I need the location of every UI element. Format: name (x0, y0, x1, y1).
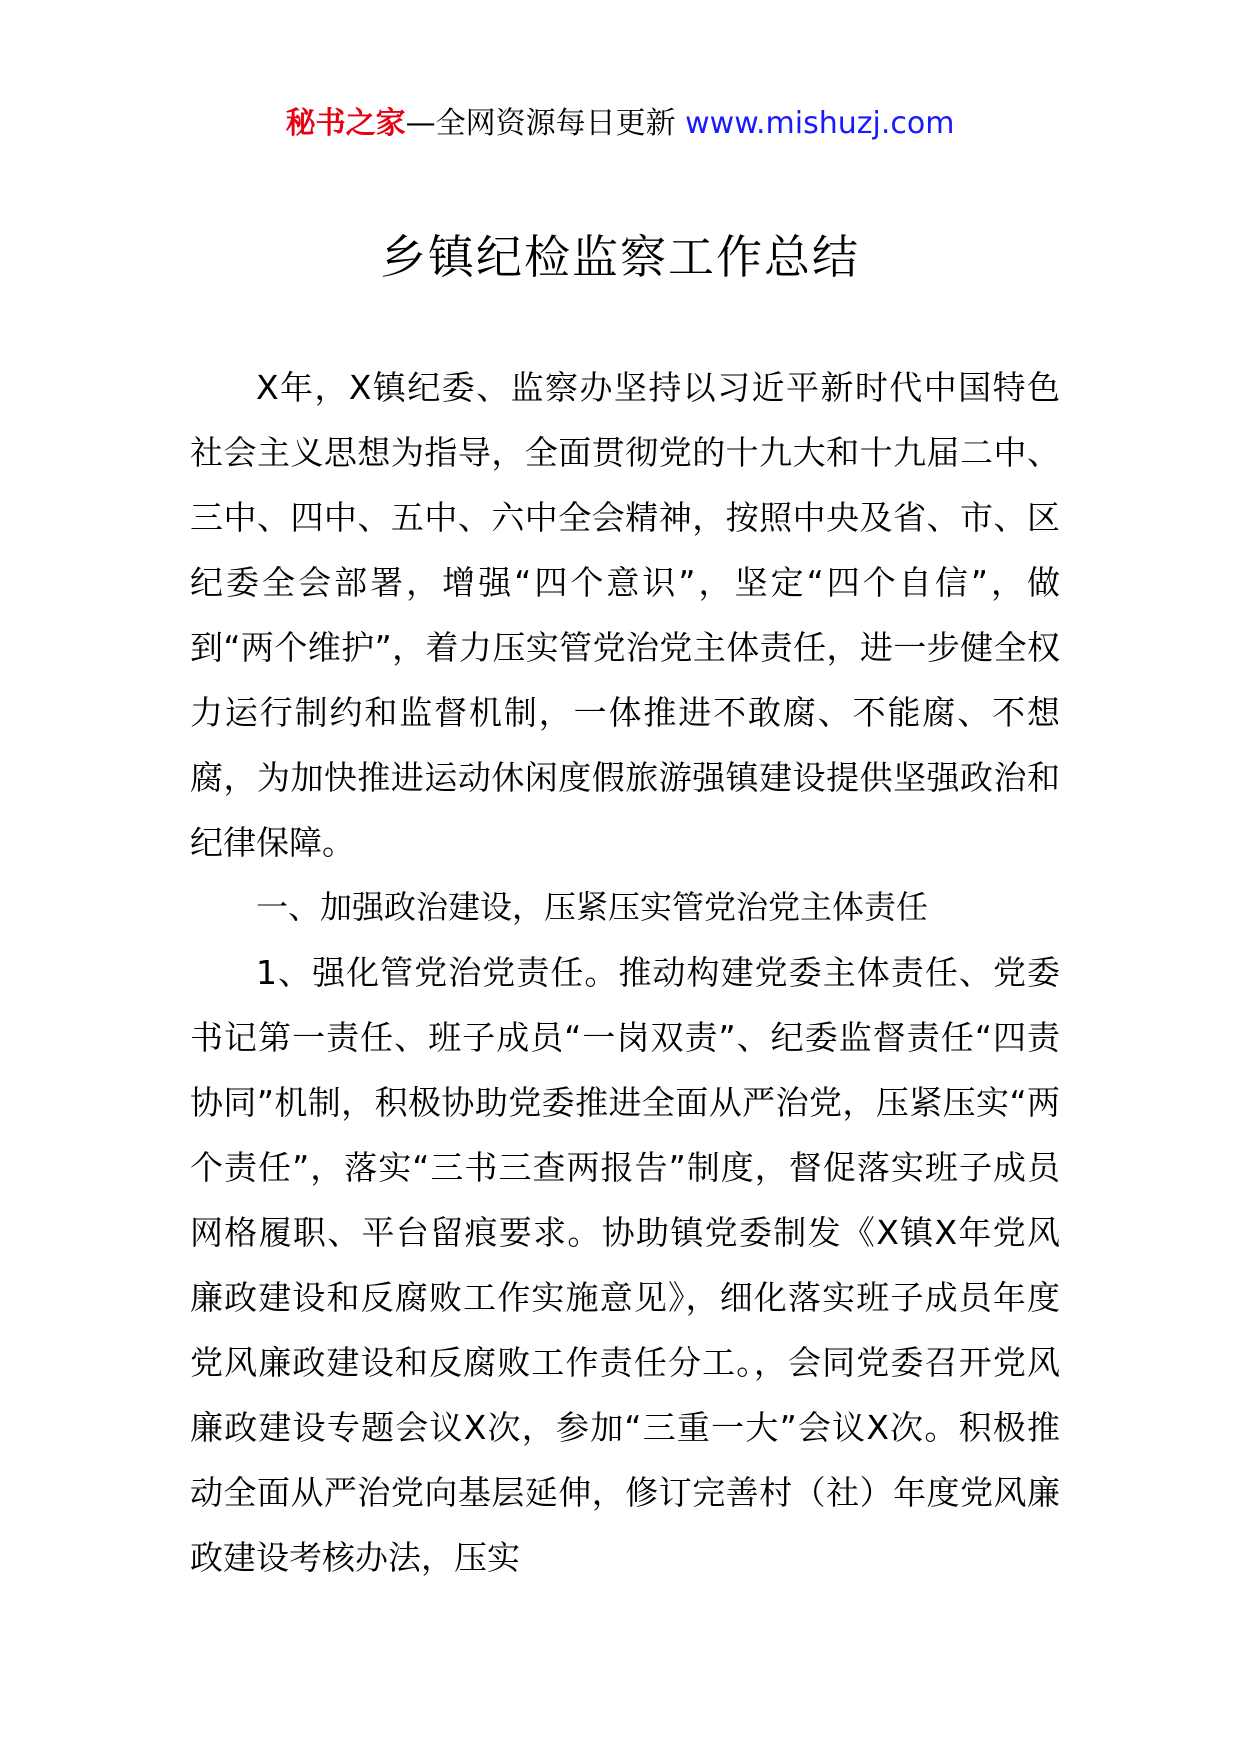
section-heading-1: 一、加强政治建设，压紧压实管党治党主体责任 (256, 888, 929, 926)
site-header (0, 100, 1240, 148)
site-url-link[interactable]: www.mishuzj.com (685, 106, 955, 141)
intro-paragraph: X年，X镇纪委、监察办坚持以习近平新时代中国特色社会主义思想为指导，全面贯彻党的十九大和十九届二中、三中、四中、五中、六中全会精神，按照中央及省、市、区纪委全会部署，增强“四个意识”，坚定“四个自信”，做到“两个维护”，着力压实管党治党主体责任，进一步健全权力运行制约和监督机制，一体推进不敢腐、不能腐、不想腐，为加快推进运动休闲度假旅游强镇建设提供坚强政治和纪律保障。 (190, 368, 1060, 862)
document-title: 乡镇纪检监察工作总结 (380, 230, 860, 284)
section-1-paragraph-1: 1、强化管党治党责任。推动构建党委主体责任、党委书记第一责任、班子成员“一岗双责”、纪委监督责任“四责协同”机制，积极协助党委推进全面从严治党，压紧压实“两个责任”，落实“三书三查两报告”制度，督促落实班子成员网格履职、平台留痕要求。协助镇党委制发《X镇X年党风廉政建设和反腐败工作实施意见》，细化落实班子成员年度党风廉政建设和反腐败工作责任分工。，会同党委召开党风廉政建设专题会议X次，参加“三重一大”会议X次。积极推动全面从严治党向基层延伸，修订完善村（社）年度党风廉政建设考核办法，压实 (190, 953, 1060, 1577)
site-brand: 秘书之家 (285, 106, 406, 141)
site-tagline: —全网资源每日更新 (405, 106, 686, 141)
document-body (190, 355, 1060, 1590)
